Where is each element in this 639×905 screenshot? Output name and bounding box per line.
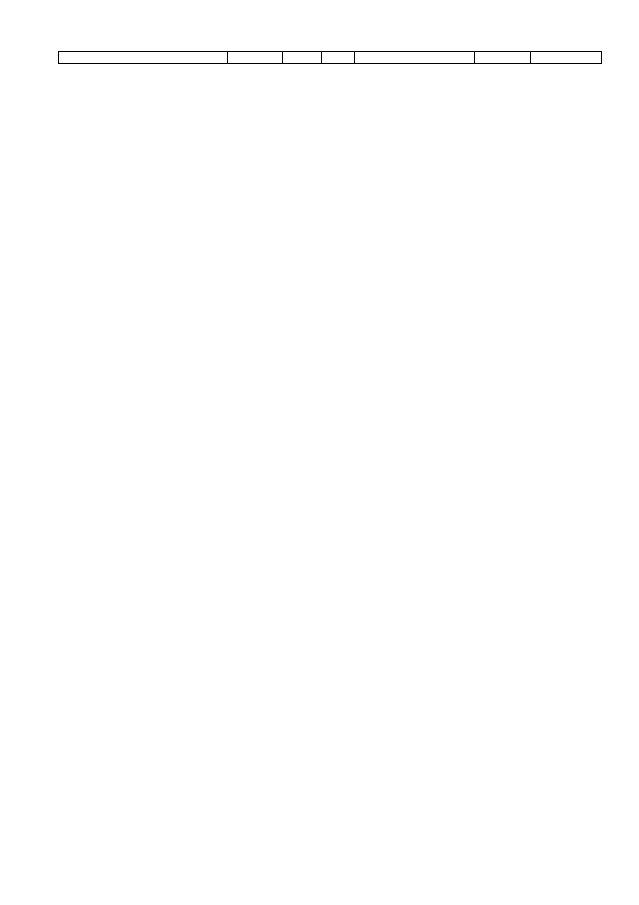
header-col-2	[228, 52, 283, 64]
header-row	[59, 52, 602, 64]
header-col-6	[475, 52, 531, 64]
header-col-7	[531, 52, 602, 64]
column-header-table	[58, 51, 602, 64]
header-col-3	[283, 52, 322, 64]
header-col-4	[322, 52, 355, 64]
header-col-1	[59, 52, 228, 64]
header-col-5	[355, 52, 475, 64]
